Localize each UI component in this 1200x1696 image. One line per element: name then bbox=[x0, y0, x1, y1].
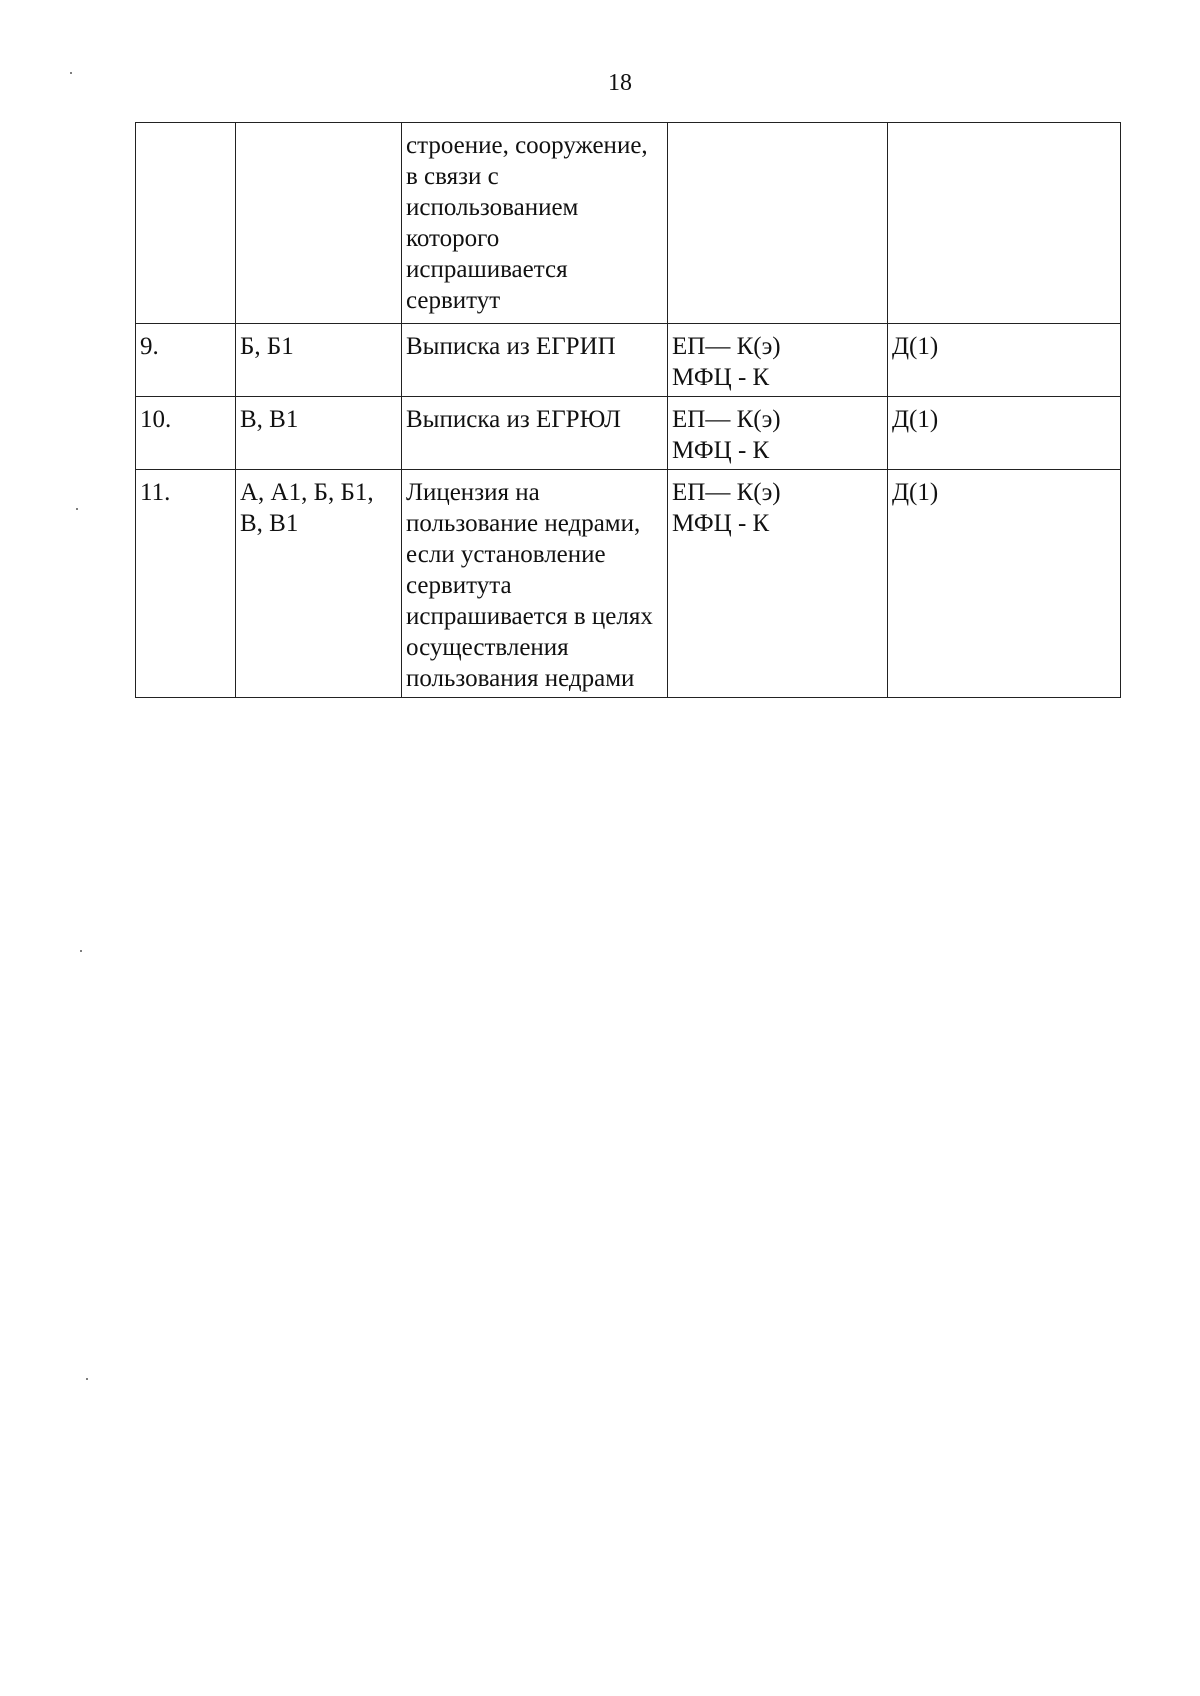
cell-text-line: сервитут bbox=[406, 287, 501, 314]
cell-type: Д(1) bbox=[888, 470, 1121, 698]
cell-text-line: если установление bbox=[406, 541, 606, 568]
cell-categories bbox=[236, 397, 402, 470]
cell-categories bbox=[236, 123, 402, 324]
cell-method bbox=[668, 470, 888, 698]
table-row bbox=[136, 324, 1121, 397]
cell-text-line: Выписка из ЕГРИП bbox=[406, 333, 616, 360]
cell-method bbox=[668, 397, 888, 470]
cell-text-line: сервитута bbox=[406, 572, 512, 599]
cell-number bbox=[136, 123, 236, 324]
cell-text-line: ЕП— К(э) bbox=[672, 406, 781, 433]
cell-text-line: использованием bbox=[406, 194, 579, 221]
cell-text-line: В, В1 bbox=[240, 510, 299, 537]
cell-number: 11. bbox=[136, 470, 236, 698]
cell-document bbox=[402, 324, 668, 397]
cell-text-line: пользования недрами bbox=[406, 665, 635, 692]
documents-table bbox=[135, 122, 1121, 698]
cell-text-line: в связи с bbox=[406, 163, 499, 190]
cell-text-line: строение, сооружение, bbox=[406, 132, 648, 159]
cell-text-line: испрашивается bbox=[406, 256, 568, 283]
table-row bbox=[136, 123, 1121, 324]
cell-text-line: которого bbox=[406, 225, 500, 252]
cell-type: Д(1) bbox=[888, 397, 1121, 470]
cell-text-line: Лицензия на bbox=[406, 479, 540, 506]
cell-method bbox=[668, 324, 888, 397]
scan-speck bbox=[80, 950, 82, 952]
cell-text-line: ЕП— К(э) bbox=[672, 333, 781, 360]
cell-document bbox=[402, 470, 668, 698]
cell-text-line: Б, Б1 bbox=[240, 333, 294, 360]
scan-speck bbox=[86, 1378, 88, 1380]
cell-text-line: ЕП— К(э) bbox=[672, 479, 781, 506]
scan-speck bbox=[76, 508, 78, 510]
scan-speck bbox=[70, 72, 72, 74]
cell-categories bbox=[236, 324, 402, 397]
cell-text-line: Выписка из ЕГРЮЛ bbox=[406, 406, 621, 433]
table-row bbox=[136, 470, 1121, 698]
cell-type bbox=[888, 123, 1121, 324]
cell-document bbox=[402, 397, 668, 470]
cell-text-line: МФЦ - К bbox=[672, 437, 770, 464]
page-number: 18 bbox=[608, 70, 632, 96]
cell-categories bbox=[236, 470, 402, 698]
cell-method bbox=[668, 123, 888, 324]
cell-number: 10. bbox=[136, 397, 236, 470]
cell-number: 9. bbox=[136, 324, 236, 397]
table-row bbox=[136, 397, 1121, 470]
cell-text-line: осуществления bbox=[406, 634, 569, 661]
cell-text-line: пользование недрами, bbox=[406, 510, 641, 537]
cell-type: Д(1) bbox=[888, 324, 1121, 397]
cell-document bbox=[402, 123, 668, 324]
cell-text-line: МФЦ - К bbox=[672, 364, 770, 391]
cell-text-line: А, А1, Б, Б1, bbox=[240, 479, 374, 506]
cell-text-line: испрашивается в целях bbox=[406, 603, 653, 630]
cell-text-line: В, В1 bbox=[240, 406, 299, 433]
cell-text-line: МФЦ - К bbox=[672, 510, 770, 537]
